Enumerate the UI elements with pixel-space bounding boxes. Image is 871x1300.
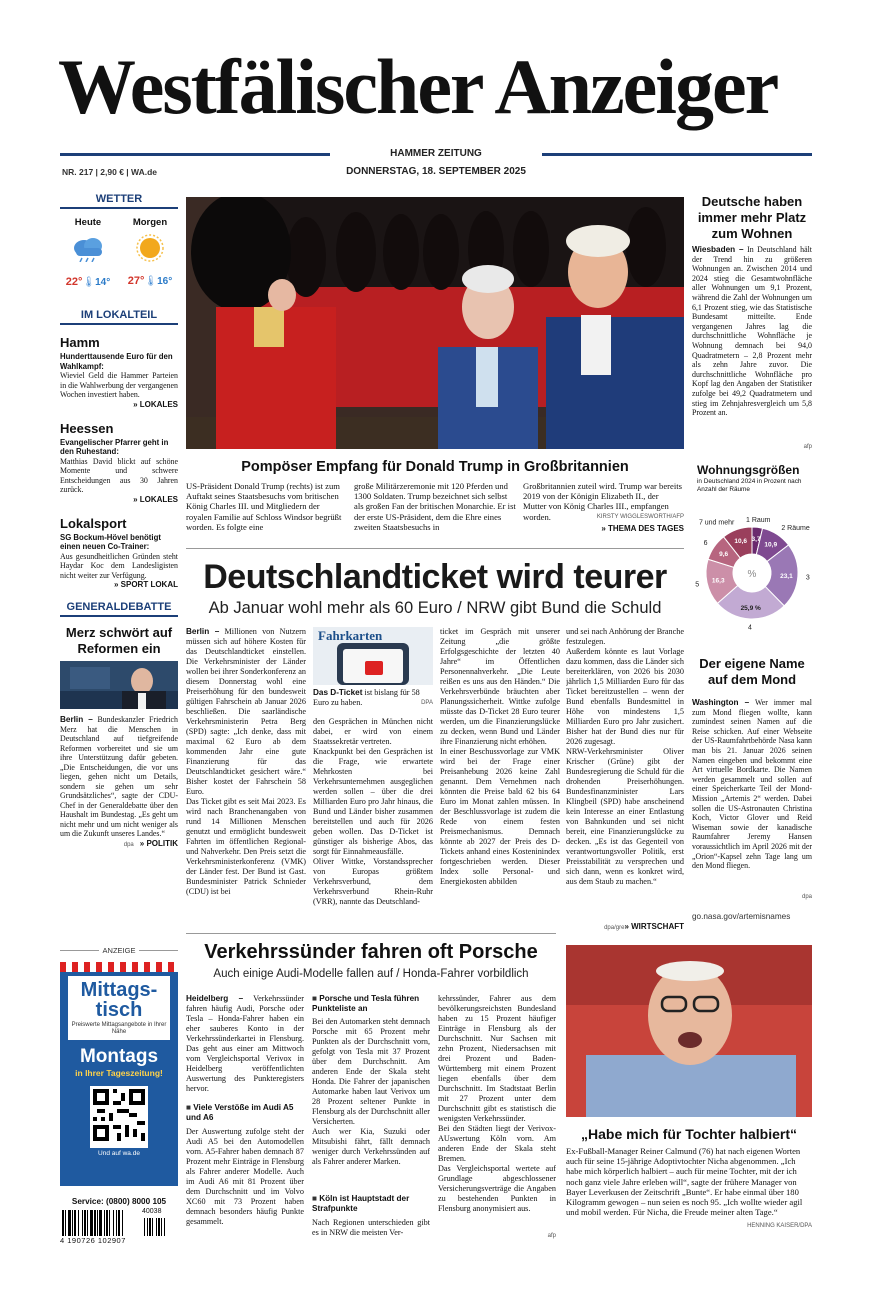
- barcode-bar: [109, 1210, 110, 1236]
- weather-tomorrow-temps: [122, 269, 178, 288]
- ad-title1: Mittags-: [80, 979, 158, 1001]
- lead-col2: große Militärzeremonie mit 120 Pferden und 1300 Soldaten. Trump bezeichnet sich selbst als großen Fan der britischen Monarchie. Er ist der erste US-Präsident, dem die Ehre eines zweiten Staatsbesuchs in: [354, 481, 516, 532]
- masthead-rule-right: [542, 153, 812, 156]
- barcode-bar: [116, 1210, 117, 1236]
- housing-source: afp: [803, 444, 812, 450]
- local-heessen-text: Matthias David blickt auf schöne Momente und schwere Entscheidungen aus 30 Jahren zurück.: [60, 456, 178, 494]
- ticket-footer: [566, 914, 684, 933]
- qr-code-icon: [93, 1089, 145, 1141]
- calmund-headline[interactable]: „Habe mich für Tochter halbiert“: [581, 1126, 797, 1142]
- pie-category-label: 7 und mehr: [698, 519, 735, 527]
- ticket-ref[interactable]: » WIRTSCHAFT: [624, 922, 684, 931]
- barcode-addon-bar: [144, 1218, 145, 1236]
- ad-big: Montags: [79, 1046, 159, 1067]
- ticket-col3: ticket im Gespräch mit unserer Zeitung „die größte Erfolgsgeschichte der letzten 40 Jahre“ im Öffentlichen Personennahverkehr. „Die Leute reißen es uns aus den Händen.“ Die Verkehrsverbünde bräuchten aber Planungssicherheit. Wittke zufolge müsste das D-Ticket 28 Euro teurer werden, um die Finanzierungslücke zu decken, wenn Bund und Länder ihre Finanzierung nicht erhöhen. In einer Beschussvorlage zur VMK wird bei der Frage einer Preisanhebung 2026 keine Zahl genannt. Dem Vernehmen nach könnten die Preise bald 62 bis 64 Euro im Monat zahlen müssen. In der Beschlussvorlage ist zudem die Rede von einem festen Preismechanismus. Demnach könnte ab 2027 der Preis des D-Tickets anhand eines Kosteninindex fortgeschrieben werden. Dieser Index solle Personal- und Energiekosten abbilden: [440, 627, 560, 886]
- calmund-text: Ex-Fußball-Manager Reiner Calmund (76) hat nach eigenen Worten auch für seine 15-jährige Adoptivtochter Nicha abgenommen. „Ich habe mich körperlich halbiert – auch für meine Tochter, mit der ich noch ganz viele Jahre erleben will“, sagte der frühere Manager von Bayer Leverkusen der Zeitschrift „Bunte“. Er habe einmal über 180 Kilogramm gewogen – nun seien es noch 95. „Ich wollte wieder agil und mobil werden. Für Nicha, die Freude meiner alten Tage.“: [566, 1146, 803, 1218]
- barcode-number: 4 190726 102907: [60, 1236, 126, 1245]
- chart-subtitle: in Deutschland 2024 in Prozent nach Anzahl der Räume: [697, 478, 802, 493]
- porsche-col3: kehrssünder, Fahrer aus dem bevölkerungsreichsten Bundesland haben zu 15 Prozent häufiger Einträge in Flensburg als der Durchschnitt. Nur Sachsen mit zehn Prozent, Niedersachsen mit drei Prozent und Baden-Württemberg mit einem Prozent liegen ebenfalls über dem Durchschnitt. Im Stadtstaat Berlin mit 27 Prozent unter dem Durchschnitt gibt es statistisch die wenigsten Verkehrssünder. Bei den Städten liegt der Verivox-AUswertung Köln vorn. Am anderen Ende der Skala steht Bremen. Das Vergleichsportal wertete auf Grundlage abgeschlossener Versicherungsverträge die Angaben zu bestehenden Punkten in Flensburg anonymisiert aus.: [438, 994, 556, 1213]
- ticket-col1: [186, 627, 306, 927]
- porsche-col2-sub: [312, 994, 430, 1014]
- barcode-bar: [68, 1210, 71, 1236]
- moon-url[interactable]: go.nasa.gov/artemisnames: [692, 912, 791, 921]
- square-bullet-icon: ■: [312, 1194, 317, 1203]
- barcode-addon-bar: [152, 1218, 153, 1236]
- weather-today: [60, 217, 116, 289]
- pie-value-label: 23,1: [780, 572, 793, 580]
- weather-today-low: 14°: [95, 277, 111, 288]
- housing-dateline: Wiesbaden –: [692, 245, 744, 254]
- debate-headline[interactable]: Merz schwört auf Reformen ein: [65, 625, 173, 656]
- weather-tomorrow: [122, 217, 178, 289]
- porsche-col1b: Der Auswertung zufolge steht der Audi A5 bei den Automodellen vorn. A5-Fahrer haben demnach 87 Prozent mehr Einträge in Flensburg als Fahrer anderer Modelle. Auch im Audi A6 mit 81 Prozent über dem Durchschnitt und im Volvo XC60 mit 73 Prozent haben demnach besonders häufig Punkte gesammelt.: [186, 1127, 304, 1226]
- issue-price: 2,90 €: [100, 167, 124, 177]
- masthead-date: DONNERSTAG, 18. SEPTEMBER 2025: [346, 166, 526, 177]
- barcode-bar: [99, 1210, 102, 1236]
- ad-qr-label: Und auf wa.de: [98, 1150, 140, 1157]
- barcode-addon-bar: [161, 1218, 162, 1236]
- barcode-bar: [65, 1210, 66, 1236]
- issue-info: NR. 217 | 2,90 € | WA.de: [62, 167, 158, 177]
- local-heessen-place: Heessen: [60, 420, 114, 436]
- ticket-photo-label: Fahrkarten: [318, 628, 383, 643]
- ticket-caption-source: DPA: [421, 700, 433, 706]
- barcode-bar: [62, 1210, 64, 1236]
- service-line: Service: (0800) 8000 105: [71, 1197, 167, 1206]
- pie-value-label: 25,9 %: [740, 604, 761, 612]
- thermometer-icon: 🌡: [82, 277, 96, 288]
- barcode-bar: [97, 1210, 98, 1236]
- ad-title2: tisch: [95, 999, 143, 1021]
- porsche-col1: [186, 994, 304, 1094]
- barcode-bar: [94, 1210, 96, 1236]
- debate-header: GENERALDEBATTE: [60, 601, 178, 617]
- ticket-col1-body: Millionen von Nutzern müssen sich auf höhere Kosten für das Deutschlandticket einstellen. Die Verkehrsminister der Länder wollen bei ihrer Sonderkonferenz an diesem Donnerstag wohl eine Preiserhöhung für den bundesweit gültigen Fahrschein ab Januar 2026 beschließen. Die saarländische Verkehrsministerin Petra Berg (SPD) sagte: „Ich denke, dass mit maximal 62 Euro ab dem kommenden Jahr eine gute Finanzierung für das Deutschlandticket gesichert wäre.“ Bisher kostet der Fahrschein 58 Euro. Das Ticket gibt es seit Mai 2023. Es wird nach Branchenangaben von rund 14 Millionen Menschen genutzt und ermöglicht bundesweit Fahrten im öffentlichen Regional- und Nahverkehr. Den Preis setzt die Verkehrsministerkonferenz (VMK) der Länder fest. Der Bund ist Gast. Bundesminister Patrick Schnieder (CDU) ist bei: [186, 627, 306, 896]
- barcode-addon-bar: [147, 1218, 148, 1236]
- barcode-bar: [90, 1210, 93, 1236]
- left-column: [60, 193, 178, 848]
- barcode-bar: [84, 1210, 86, 1236]
- pie-value-label: 16,3: [711, 577, 725, 585]
- porsche-col2: Bei den Automarken steht demnach Porsche mit 65 Prozent mehr Punkten als der Durchschnitt vorn, gefolgt von Tesla mit 37 Prozent über dem Durchschnitt. Am anderen Ende der Skala steht Honda. Die Fahrer der japanischen Automarke haben laut Verivox um 28 Prozent seltener Punkte in Flensburg als der Durchschnitt aller Versicherten. Auch wer Kia, Suzuki oder Mitsubishi fährt, fällt demnach weniger durch Verkehrssünden auf als Fahrer anderer Marken.: [312, 1017, 430, 1166]
- issue-number: NR. 217: [62, 167, 94, 177]
- cloud-rain-icon: [70, 234, 106, 262]
- ad-box[interactable]: [60, 962, 178, 1186]
- porsche-headline[interactable]: Verkehrssünder fahren oft Porsche: [204, 941, 538, 963]
- weather-box: [60, 217, 178, 289]
- masthead-subtitle: HAMMER ZEITUNG: [390, 148, 482, 159]
- ad-checker-top: [60, 962, 178, 972]
- thermometer-icon: 🌡: [144, 276, 158, 287]
- ticket-caption-bold: Das D-Ticket: [313, 688, 363, 697]
- barcode-bar: [82, 1210, 83, 1236]
- ad-label-rule: [139, 950, 178, 951]
- pie-value-label: 3,7: [751, 536, 761, 544]
- local-hamm-ref[interactable]: » LOKALES: [133, 399, 178, 409]
- weather-tomorrow-high: 27°: [127, 275, 145, 287]
- weather-tomorrow-label: Morgen: [132, 217, 168, 228]
- porsche-sub: Auch einige Audi-Modelle fallen auf / Honda-Fahrer vorbildlich: [213, 968, 529, 980]
- barcode-bar: [78, 1210, 79, 1236]
- local-sport-text: Aus gesundheitlichen Gründen steht Haydar Koc dem Landesligisten nicht weiter zur Verfügung.: [60, 551, 178, 580]
- pie-category-label: 6: [703, 539, 708, 547]
- moon-text: [692, 698, 812, 871]
- housing-body: In Deutschland hält der Trend hin zu größeren Wohnungen an. Zwischen 2014 und 2024 stieg die Gesamtwohnfläche aller Wohnungen um 9,1 Prozent, während die Zahl der Wohnungen um 6,1 Prozent stieg, wie das Statistische Bundesamt mitteilte. Ende vergangenen Jahres lag die durchschnittliche Wohnfläche je Wohnung demnach bei 94,0 Quadratmetern – 2,8 Prozent mehr als zehn Jahre zuvor. Die durchschnittliche Wohnfläche pro Kopf lag den Angaben der Statistiker zufolge bei 49,2 Quadratmetern und stieg im Zehnjahresvergleich um 5,8 Prozent an.: [692, 245, 812, 418]
- porsche-dateline: Heidelberg –: [186, 994, 244, 1003]
- ad-label: ANZEIGE: [102, 946, 136, 955]
- debate-footer: [60, 839, 178, 848]
- lead-ref[interactable]: » THEMA DES TAGES: [601, 524, 684, 533]
- debate-dateline: Berlin –: [60, 715, 93, 724]
- porsche-source: afp: [547, 1233, 556, 1239]
- moon-headline[interactable]: Der eigene Name auf dem Mond: [699, 656, 805, 687]
- barcode-bar: [113, 1210, 114, 1236]
- barcode-addon-bar: [158, 1218, 160, 1236]
- local-heessen-headline[interactable]: Evangelischer Pfarrer geht in den Ruhestand:: [60, 437, 169, 456]
- pie-category-label: 4: [748, 624, 752, 632]
- moon-source: dpa: [801, 894, 812, 900]
- barcode-addon-bar: [164, 1218, 165, 1236]
- ticket-col4-source: dpa/gre: [604, 925, 625, 931]
- pie-category-label: 3: [805, 574, 810, 582]
- pie-center-label: %: [747, 569, 757, 580]
- ticket-headline[interactable]: Deutschlandticket wird teurer: [203, 558, 667, 596]
- ticket-dateline: Berlin –: [186, 627, 220, 636]
- pie-value-label: 9,6: [719, 550, 729, 558]
- local-hamm-place: Hamm: [60, 335, 100, 350]
- ticket-sub: Ab Januar wohl mehr als 60 Euro / NRW gibt Bund die Schuld: [208, 599, 662, 617]
- local-sport-headline[interactable]: SG Bockum-Hövel benötigt einen neuen Co-Trainer:: [60, 532, 161, 551]
- housing-headline[interactable]: Deutsche haben immer mehr Platz zum Wohnen: [697, 194, 807, 241]
- lead-col3: Großbritannien zuteil wird. Trump war bereits 2019 von der Königin Elizabeth II., der Mutter von König Charles III., empfangen worden.: [523, 481, 682, 522]
- porsche-col1-body: Verkehrssünder fahren häufig Audi, Porsche oder Tesla – Honda-Fahrer haben ein eher sauberes Konto in der Verkehrssünderkartei in Flensburg. Das geht aus einer am Mittwoch vom Vergleichsportal Verivox in Heidelberg veröffentlichten Auswertung des Punkteregisters hervor.: [186, 994, 304, 1093]
- barcode-bar: [118, 1210, 120, 1236]
- lead-headline[interactable]: Pompöser Empfang für Donald Trump in Großbritannien: [241, 459, 629, 475]
- porsche-col2-sub2: [312, 1194, 430, 1214]
- porsche-col1-sub-text: Viele Verstöße im Audi A5 und A6: [186, 1103, 294, 1122]
- issue-site[interactable]: WA.de: [131, 167, 158, 177]
- sun-icon: [134, 233, 166, 263]
- square-bullet-icon: ■: [312, 994, 317, 1003]
- debate-source: dpa: [123, 841, 134, 848]
- barcode-bar: [106, 1210, 108, 1236]
- ticket-caption-text: ist bislang für 58 Euro zu haben.: [313, 688, 420, 707]
- lead-credit: KIRSTY WIGGLESWORTH/AFP: [596, 514, 684, 520]
- barcode-bar: [72, 1210, 73, 1236]
- ad-tagline: Preiswerte Mittagsangebote in Ihrer Nähe: [71, 1022, 167, 1035]
- barcode-addon-number: 40038: [142, 1208, 162, 1215]
- pie-chart: [690, 500, 820, 640]
- barcode-addon-bar: [156, 1218, 157, 1236]
- calmund-photo: [566, 945, 812, 1117]
- ticket-col2: den Gesprächen in München nicht dabei, er wird von einem Staatssekretär vertreten. Knackpunkt bei den Gesprächen ist die Frage, wie erwartete Mehrkosten bei Verkehrsunternehmen ausgeglichen werden sollen – über die drei Milliarden Euro pro Jahr hinaus, die Bund und Länder bisher zusammen bereitstellen und auch für 2026 geben wollen. Das D-Ticket ist günstiger als bisherige Abos, das sorgt für Einnahmeausfälle. Oliver Wittke, Vorstandssprecher von Europas größtem Verkehrsverbund, dem Verkehrsverbund Rhein-Ruhr (VRR), nannte das Deutschland-: [313, 717, 433, 906]
- ad-sub: in Ihrer Tageszeitung!: [75, 1068, 163, 1078]
- porsche-col2b: Nach Regionen unterschieden gibt es in NRW die meisten Ver-: [312, 1218, 430, 1237]
- weather-today-label: Heute: [74, 217, 102, 228]
- debate-photo: [60, 661, 178, 709]
- local-header: IM LOKALTEIL: [60, 309, 178, 325]
- barcode-bar: [104, 1210, 105, 1236]
- ticket-divider: [186, 548, 684, 549]
- pie-value-label: 10,9: [764, 541, 778, 549]
- pie-value-label: 10,6: [734, 537, 748, 545]
- chart-title: Wohnungsgrößen: [697, 463, 800, 477]
- ad-label-rule: [60, 950, 99, 951]
- moon-dateline: Washington –: [692, 698, 750, 707]
- local-heessen-ref[interactable]: » LOKALES: [133, 494, 178, 504]
- barcode-bar: [74, 1210, 76, 1236]
- local-hamm-headline[interactable]: Hunderttausende Euro für den Wahlkampf:: [60, 352, 173, 371]
- ad-qr-card[interactable]: [90, 1086, 148, 1148]
- lead-photo: [186, 197, 684, 449]
- ticket-col4: und sei nach Anhörung der Branche festzulegen. Außerdem könnte es laut Vorlage dazu kommen, dass die Länder sich bereiterklären, von 2026 bis 2030 jährlich 1,5 Milliarden Euro für das Ticket bereitzustellen – wenn der Bund ebenfalls Bundesmittel in Höhe von mindestens 1,5 Milliarden Euro pro Jahr zusichert. Bisher hat der Bund dies nur für 2026 zugesagt. NRW-Verkehrsminister Oliver Krischer (Grüne) gibt der Bundesregierung die Schuld für die drohenden Preiserhöhungen. Bundesfinanzminister Lars Klingbeil (SPD) habe anscheinend kein Interesse an einer Entlastung von Bahnkunden und sei nicht bereit, eine Finanzierungslücke zu decken. „Es ist das Gegenteil von verantwortungsvoller Politik, erst Preisstabilität zu versprechen und sich dann, wenn es konkret wird, aus dem Staub zu machen.“: [566, 627, 684, 886]
- housing-text: [692, 245, 812, 418]
- porsche-col1-sub: [186, 1103, 304, 1123]
- barcode-bar: [87, 1210, 88, 1236]
- porsche-divider: [186, 933, 556, 934]
- pie-category-label: 2 Räume: [781, 525, 810, 533]
- debate-ref[interactable]: » POLITIK: [139, 838, 178, 848]
- ad-label-row: [60, 946, 178, 955]
- moon-body: Wer immer mal zum Mond fliegen wollte, kann zumindest seinen Namen auf die Reise schicken. Auf einer Webseite der US-Raumfahrtbehörde Nasa kann man bis 21. Januar 2026 seinen Namen eingeben und bekommt eine Art virtuelle Bordkarte. Die Namen werden gesammelt und sollen auf einer Speicherkarte Teil der Mond-Mission „Artemis 2“ werden. Dabei sollen die US-Astronauten Christina Koch, Victor Glover und Reid Wiseman sowie der kanadische Raumfahrer Jeremy Hansen voraussichtlich im April 2026 mit der „Orion“-Kapsel zehn Tage lang um den Mond fliegen.: [692, 698, 812, 871]
- barcode-bar: [122, 1210, 123, 1236]
- masthead-title: Westfälischer Anzeiger: [58, 43, 778, 130]
- weather-today-temps: [60, 270, 116, 289]
- debate-body: Bundeskanzler Friedrich Merz hat die Menschen in Deutschland auf tiefgreifende Reformen vorbereitet und sie um ihre Unterstützung dafür gebeten. „Die Entscheidungen, die vor uns liegen, gehen nicht um Details, sondern sie gehen um sehr Grundsätzliches“, sagte der CDU-Chef in der Generaldebatte über den Haushalt im Bundestag. „Es geht um nicht mehr und um nicht weniger als um die Zukunft unseres Landes.“: [60, 715, 178, 838]
- local-sport-ref[interactable]: » SPORT LOKAL: [113, 580, 178, 589]
- porsche-col2-sub-text: Porsche und Tesla führen Punkteliste an: [312, 994, 420, 1013]
- local-sport-place: Lokalsport: [60, 515, 127, 531]
- local-hamm-text: Wieviel Geld die Hammer Parteien in die Wahlwerbung der vergangenen Wochen investiert haben.: [60, 371, 178, 399]
- ad-card: [68, 976, 170, 1040]
- pie-category-label: 5: [695, 581, 700, 589]
- weather-tomorrow-low: 16°: [157, 276, 173, 287]
- debate-text: [60, 715, 178, 839]
- calmund-credit: HENNING KAISER/DPA: [747, 1223, 812, 1229]
- weather-today-high: 22°: [65, 276, 83, 288]
- barcode-addon-bar: [149, 1218, 151, 1236]
- porsche-col2-sub2-text: Köln ist Hauptstadt der Strafpunkte: [312, 1194, 410, 1213]
- lead-col1: US-Präsident Donald Trump (rechts) ist zum Auftakt seines Staatsbesuchs vom britischen König Charles III. und Mitgliedern der royalen Familie auf Schloss Windsor begrüßt worden. Es folgte eine: [186, 481, 342, 532]
- square-bullet-icon: ■: [186, 1103, 191, 1112]
- pie-category-label: 1 Raum: [745, 516, 771, 524]
- weather-header: WETTER: [60, 193, 178, 209]
- masthead-rule-left: [60, 153, 330, 156]
